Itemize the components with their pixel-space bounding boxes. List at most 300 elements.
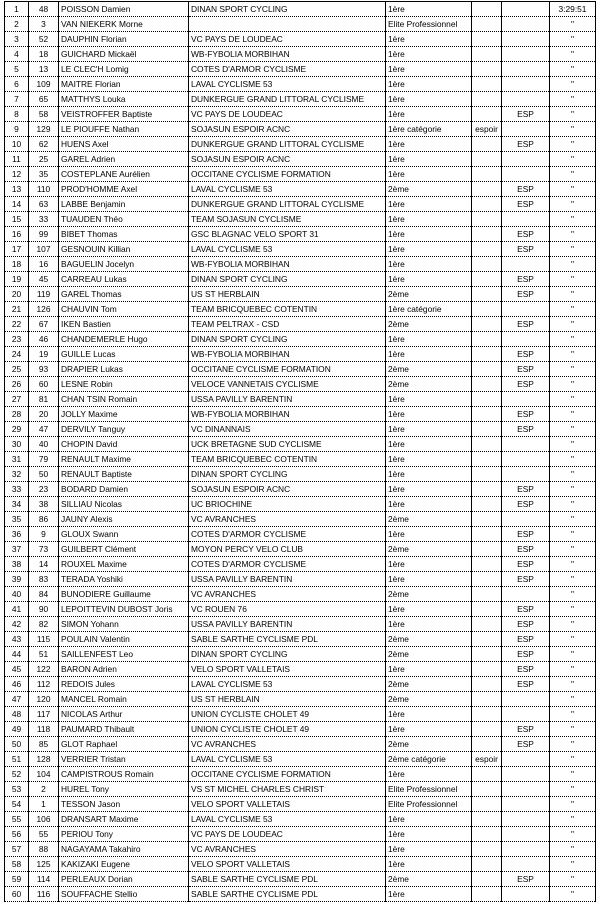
place-cell: 39 — [5, 572, 29, 587]
esp-cell — [502, 512, 550, 527]
club-cell: WB-FYBOLIA MORBIHAN — [189, 47, 386, 62]
age-class-cell — [472, 62, 502, 77]
time-cell: " — [550, 857, 596, 872]
place-cell: 30 — [5, 437, 29, 452]
place-cell: 44 — [5, 647, 29, 662]
place-cell: 60 — [5, 887, 29, 902]
time-cell: " — [550, 482, 596, 497]
time-cell: " — [550, 392, 596, 407]
category-cell: 2ème — [386, 647, 472, 662]
age-class-cell — [472, 767, 502, 782]
time-cell: " — [550, 62, 596, 77]
age-class-cell — [472, 722, 502, 737]
rider-name-cell: GUILBERT Clément — [59, 542, 189, 557]
rider-name-cell: GUICHARD Mickaël — [59, 47, 189, 62]
rider-name-cell: CHOPIN David — [59, 437, 189, 452]
age-class-cell — [472, 542, 502, 557]
age-class-cell — [472, 392, 502, 407]
age-class-cell — [472, 317, 502, 332]
club-cell: SABLE SARTHE CYCLISME PDL — [189, 887, 386, 902]
esp-cell: ESP — [502, 197, 550, 212]
time-cell: " — [550, 737, 596, 752]
rider-name-cell: NICOLAS Arthur — [59, 707, 189, 722]
esp-cell — [502, 47, 550, 62]
esp-cell — [502, 767, 550, 782]
results-table — [4, 1, 596, 902]
time-cell: " — [550, 317, 596, 332]
club-cell: US ST HERBLAIN — [189, 287, 386, 302]
club-cell: VS ST MICHEL CHARLES CHRIST — [189, 782, 386, 797]
club-cell: WB-FYBOLIA MORBIHAN — [189, 257, 386, 272]
club-cell: SABLE SARTHE CYCLISME PDL — [189, 872, 386, 887]
table-row — [5, 77, 596, 92]
bib-cell: 3 — [29, 17, 59, 32]
age-class-cell — [472, 212, 502, 227]
club-cell: USSA PAVILLY BARENTIN — [189, 572, 386, 587]
bib-cell: 125 — [29, 857, 59, 872]
esp-cell — [502, 152, 550, 167]
esp-cell: ESP — [502, 632, 550, 647]
rider-name-cell: JOLLY Maxime — [59, 407, 189, 422]
category-cell: Elite Professionnel — [386, 17, 472, 32]
place-cell: 21 — [5, 302, 29, 317]
table-row — [5, 167, 596, 182]
table-row — [5, 302, 596, 317]
bib-cell: 2 — [29, 782, 59, 797]
time-cell: " — [550, 287, 596, 302]
table-row — [5, 422, 596, 437]
bib-cell: 40 — [29, 437, 59, 452]
place-cell: 53 — [5, 782, 29, 797]
place-cell: 35 — [5, 512, 29, 527]
table-row — [5, 107, 596, 122]
time-cell: " — [550, 452, 596, 467]
category-cell: 1ère — [386, 827, 472, 842]
esp-cell: ESP — [502, 602, 550, 617]
esp-cell — [502, 437, 550, 452]
category-cell: 2ème — [386, 182, 472, 197]
esp-cell — [502, 167, 550, 182]
bib-cell: 47 — [29, 422, 59, 437]
bib-cell: 35 — [29, 167, 59, 182]
category-cell: 1ère — [386, 887, 472, 902]
table-row — [5, 737, 596, 752]
esp-cell: ESP — [502, 542, 550, 557]
esp-cell: ESP — [502, 287, 550, 302]
category-cell: Elite Professionnel — [386, 797, 472, 812]
time-cell: " — [550, 692, 596, 707]
rider-name-cell: BAGUELIN Jocelyn — [59, 257, 189, 272]
category-cell: 2ème — [386, 692, 472, 707]
club-cell: TEAM SOJASUN CYCLISME — [189, 212, 386, 227]
time-cell: " — [550, 797, 596, 812]
rider-name-cell: LESNE Robin — [59, 377, 189, 392]
time-cell: " — [550, 542, 596, 557]
age-class-cell — [472, 587, 502, 602]
category-cell: 1ère — [386, 92, 472, 107]
category-cell: 1ère — [386, 152, 472, 167]
place-cell: 12 — [5, 167, 29, 182]
category-cell: 1ère — [386, 47, 472, 62]
age-class-cell — [472, 737, 502, 752]
club-cell: LAVAL CYCLISME 53 — [189, 77, 386, 92]
rider-name-cell: CHANDEMERLE Hugo — [59, 332, 189, 347]
time-cell: " — [550, 527, 596, 542]
place-cell: 34 — [5, 497, 29, 512]
category-cell: 1ère — [386, 572, 472, 587]
category-cell: Elite Professionnel — [386, 782, 472, 797]
esp-cell: ESP — [502, 557, 550, 572]
time-cell: " — [550, 242, 596, 257]
place-cell: 52 — [5, 767, 29, 782]
table-row — [5, 752, 596, 767]
category-cell: 2ème — [386, 542, 472, 557]
time-cell: " — [550, 707, 596, 722]
table-row — [5, 632, 596, 647]
esp-cell: ESP — [502, 317, 550, 332]
club-cell: SOJASUN ESPOIR ACNC — [189, 482, 386, 497]
time-cell: " — [550, 572, 596, 587]
place-cell: 22 — [5, 317, 29, 332]
category-cell: 1ère — [386, 212, 472, 227]
bib-cell: 114 — [29, 872, 59, 887]
age-class-cell — [472, 347, 502, 362]
category-cell: 1ère — [386, 272, 472, 287]
rider-name-cell: RENAULT Baptiste — [59, 467, 189, 482]
place-cell: 1 — [5, 2, 29, 17]
place-cell: 26 — [5, 377, 29, 392]
place-cell: 46 — [5, 677, 29, 692]
category-cell: 2ème catégorie — [386, 752, 472, 767]
age-class-cell — [472, 662, 502, 677]
bib-cell: 90 — [29, 602, 59, 617]
table-row — [5, 482, 596, 497]
category-cell: 2ème — [386, 377, 472, 392]
esp-cell: ESP — [502, 722, 550, 737]
bib-cell: 50 — [29, 467, 59, 482]
category-cell: 1ère — [386, 437, 472, 452]
esp-cell — [502, 17, 550, 32]
rider-name-cell: TUAUDEN Théo — [59, 212, 189, 227]
club-cell: DUNKERGUE GRAND LITTORAL CYCLISME — [189, 92, 386, 107]
place-cell: 27 — [5, 392, 29, 407]
time-cell: " — [550, 872, 596, 887]
age-class-cell — [472, 257, 502, 272]
club-cell: VC AVRANCHES — [189, 842, 386, 857]
time-cell: " — [550, 617, 596, 632]
age-class-cell — [472, 842, 502, 857]
club-cell: UNION CYCLISTE CHOLET 49 — [189, 722, 386, 737]
esp-cell: ESP — [502, 242, 550, 257]
time-cell: " — [550, 227, 596, 242]
time-cell: " — [550, 77, 596, 92]
age-class-cell — [472, 797, 502, 812]
table-row — [5, 2, 596, 17]
place-cell: 45 — [5, 662, 29, 677]
age-class-cell — [472, 572, 502, 587]
esp-cell: ESP — [502, 137, 550, 152]
rider-name-cell: VERRIER Tristan — [59, 752, 189, 767]
esp-cell — [502, 797, 550, 812]
bib-cell: 25 — [29, 152, 59, 167]
category-cell: 1ère — [386, 812, 472, 827]
club-cell: VC ROUEN 76 — [189, 602, 386, 617]
table-row — [5, 332, 596, 347]
table-row — [5, 377, 596, 392]
age-class-cell — [472, 272, 502, 287]
time-cell: " — [550, 662, 596, 677]
club-cell: DINAN SPORT CYCLING — [189, 647, 386, 662]
age-class-cell — [472, 377, 502, 392]
age-class-cell: espoir — [472, 752, 502, 767]
club-cell: USSA PAVILLY BARENTIN — [189, 392, 386, 407]
time-cell: " — [550, 332, 596, 347]
age-class-cell — [472, 197, 502, 212]
rider-name-cell: SOUFFACHE Stellio — [59, 887, 189, 902]
table-row — [5, 797, 596, 812]
bib-cell: 79 — [29, 452, 59, 467]
time-cell: " — [550, 632, 596, 647]
table-row — [5, 92, 596, 107]
place-cell: 42 — [5, 617, 29, 632]
rider-name-cell: LEPOITTEVIN DUBOST Joris — [59, 602, 189, 617]
table-row — [5, 122, 596, 137]
time-cell: " — [550, 347, 596, 362]
club-cell: SABLE SARTHE CYCLISME PDL — [189, 632, 386, 647]
club-cell: VELOCE VANNETAIS CYCLISME — [189, 377, 386, 392]
rider-name-cell: PERIOU Tony — [59, 827, 189, 842]
category-cell: 2ème — [386, 677, 472, 692]
club-cell: VC PAYS DE LOUDEAC — [189, 32, 386, 47]
time-cell: " — [550, 722, 596, 737]
rider-name-cell: SIMON Yohann — [59, 617, 189, 632]
table-row — [5, 272, 596, 287]
category-cell: 1ère — [386, 347, 472, 362]
table-row — [5, 677, 596, 692]
table-row — [5, 212, 596, 227]
time-cell: " — [550, 92, 596, 107]
club-cell: DINAN SPORT CYCLING — [189, 332, 386, 347]
bib-cell: 129 — [29, 122, 59, 137]
esp-cell — [502, 887, 550, 902]
time-cell: " — [550, 827, 596, 842]
age-class-cell — [472, 182, 502, 197]
esp-cell: ESP — [502, 182, 550, 197]
category-cell: 1ère — [386, 227, 472, 242]
age-class-cell — [472, 47, 502, 62]
time-cell: " — [550, 377, 596, 392]
rider-name-cell: CAMPISTROUS Romain — [59, 767, 189, 782]
bib-cell: 120 — [29, 692, 59, 707]
time-cell: " — [550, 407, 596, 422]
time-cell: " — [550, 812, 596, 827]
age-class-cell — [472, 707, 502, 722]
esp-cell — [502, 782, 550, 797]
rider-name-cell: DAUPHIN Florian — [59, 32, 189, 47]
age-class-cell — [472, 632, 502, 647]
esp-cell — [502, 32, 550, 47]
time-cell: " — [550, 422, 596, 437]
rider-name-cell: PROD'HOMME Axel — [59, 182, 189, 197]
time-cell: " — [550, 602, 596, 617]
esp-cell: ESP — [502, 677, 550, 692]
time-cell: " — [550, 107, 596, 122]
table-row — [5, 827, 596, 842]
rider-name-cell: PERLEAUX Dorian — [59, 872, 189, 887]
rider-name-cell: POULAIN Valentin — [59, 632, 189, 647]
time-cell: " — [550, 212, 596, 227]
esp-cell — [502, 122, 550, 137]
club-cell: SOJASUN ESPOIR ACNC — [189, 122, 386, 137]
place-cell: 24 — [5, 347, 29, 362]
table-row — [5, 842, 596, 857]
age-class-cell: espoir — [472, 122, 502, 137]
esp-cell — [502, 467, 550, 482]
age-class-cell — [472, 887, 502, 902]
category-cell: 2ème — [386, 587, 472, 602]
table-row — [5, 812, 596, 827]
bib-cell: 60 — [29, 377, 59, 392]
age-class-cell — [472, 17, 502, 32]
rider-name-cell: SAILLENFEST Leo — [59, 647, 189, 662]
place-cell: 5 — [5, 62, 29, 77]
category-cell: 1ère — [386, 767, 472, 782]
club-cell: LAVAL CYCLISME 53 — [189, 812, 386, 827]
club-cell: GSC BLAGNAC VELO SPORT 31 — [189, 227, 386, 242]
bib-cell: 122 — [29, 662, 59, 677]
bib-cell: 14 — [29, 557, 59, 572]
club-cell: LAVAL CYCLISME 53 — [189, 752, 386, 767]
club-cell — [189, 17, 386, 32]
table-row — [5, 347, 596, 362]
place-cell: 25 — [5, 362, 29, 377]
category-cell: 2ème — [386, 737, 472, 752]
rider-name-cell: BARON Adrien — [59, 662, 189, 677]
table-row — [5, 152, 596, 167]
rider-name-cell: GAREL Adrien — [59, 152, 189, 167]
rider-name-cell: GLOUX Swann — [59, 527, 189, 542]
club-cell: MOYON PERCY VELO CLUB — [189, 542, 386, 557]
esp-cell: ESP — [502, 362, 550, 377]
category-cell: 1ère — [386, 452, 472, 467]
rider-name-cell: GUILLE Lucas — [59, 347, 189, 362]
club-cell: VELO SPORT VALLETAIS — [189, 662, 386, 677]
table-row — [5, 197, 596, 212]
time-cell: " — [550, 557, 596, 572]
time-cell: " — [550, 587, 596, 602]
time-cell: " — [550, 842, 596, 857]
place-cell: 48 — [5, 707, 29, 722]
table-row — [5, 137, 596, 152]
rider-name-cell: LE CLEC'H Lomig — [59, 62, 189, 77]
bib-cell: 18 — [29, 47, 59, 62]
bib-cell: 119 — [29, 287, 59, 302]
rider-name-cell: LE PIOUFFE Nathan — [59, 122, 189, 137]
place-cell: 14 — [5, 197, 29, 212]
age-class-cell — [472, 407, 502, 422]
place-cell: 20 — [5, 287, 29, 302]
category-cell: 1ère — [386, 332, 472, 347]
age-class-cell — [472, 437, 502, 452]
bib-cell: 65 — [29, 92, 59, 107]
time-cell: " — [550, 197, 596, 212]
esp-cell — [502, 842, 550, 857]
time-cell: " — [550, 362, 596, 377]
category-cell: 1ère — [386, 842, 472, 857]
age-class-cell — [472, 137, 502, 152]
table-row — [5, 287, 596, 302]
place-cell: 18 — [5, 257, 29, 272]
bib-cell: 63 — [29, 197, 59, 212]
category-cell: 1ère — [386, 482, 472, 497]
bib-cell: 52 — [29, 32, 59, 47]
category-cell: 2ème — [386, 872, 472, 887]
table-row — [5, 647, 596, 662]
club-cell: US ST HERBLAIN — [189, 692, 386, 707]
table-row — [5, 692, 596, 707]
club-cell: VC AVRANCHES — [189, 587, 386, 602]
club-cell: COTES D'ARMOR CYCLISME — [189, 527, 386, 542]
bib-cell: 19 — [29, 347, 59, 362]
esp-cell: ESP — [502, 407, 550, 422]
esp-cell — [502, 812, 550, 827]
age-class-cell — [472, 287, 502, 302]
place-cell: 54 — [5, 797, 29, 812]
category-cell: 1ère catégorie — [386, 122, 472, 137]
place-cell: 36 — [5, 527, 29, 542]
table-row — [5, 47, 596, 62]
category-cell: 1ère — [386, 242, 472, 257]
club-cell: VC AVRANCHES — [189, 737, 386, 752]
place-cell: 43 — [5, 632, 29, 647]
age-class-cell — [472, 677, 502, 692]
age-class-cell — [472, 242, 502, 257]
time-cell: " — [550, 17, 596, 32]
category-cell: 1ère — [386, 707, 472, 722]
rider-name-cell: GLOT Raphael — [59, 737, 189, 752]
category-cell: 1ère catégorie — [386, 302, 472, 317]
table-row — [5, 512, 596, 527]
time-cell: 3:29:51 — [550, 2, 596, 17]
place-cell: 13 — [5, 182, 29, 197]
age-class-cell — [472, 647, 502, 662]
club-cell: TEAM BRICQUEBEC COTENTIN — [189, 302, 386, 317]
bib-cell: 84 — [29, 587, 59, 602]
club-cell: VC DINANNAIS — [189, 422, 386, 437]
bib-cell: 126 — [29, 302, 59, 317]
place-cell: 19 — [5, 272, 29, 287]
bib-cell: 1 — [29, 797, 59, 812]
table-row — [5, 662, 596, 677]
time-cell: " — [550, 647, 596, 662]
club-cell: COTES D'ARMOR CYCLISME — [189, 62, 386, 77]
esp-cell: ESP — [502, 872, 550, 887]
club-cell: UC BRIOCHINE — [189, 497, 386, 512]
time-cell: " — [550, 512, 596, 527]
bib-cell: 45 — [29, 272, 59, 287]
time-cell: " — [550, 497, 596, 512]
age-class-cell — [472, 92, 502, 107]
esp-cell: ESP — [502, 737, 550, 752]
age-class-cell — [472, 827, 502, 842]
club-cell: TEAM PELTRAX - CSD — [189, 317, 386, 332]
club-cell: VC AVRANCHES — [189, 512, 386, 527]
place-cell: 3 — [5, 32, 29, 47]
place-cell: 2 — [5, 17, 29, 32]
age-class-cell — [472, 167, 502, 182]
age-class-cell — [472, 782, 502, 797]
rider-name-cell: BUNODIERE Guillaume — [59, 587, 189, 602]
